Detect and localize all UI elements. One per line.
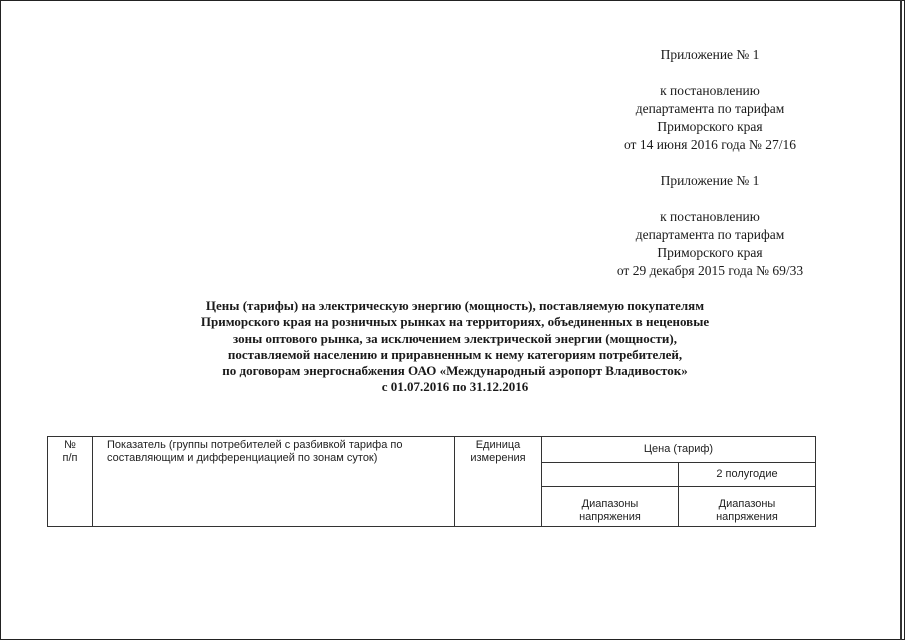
header-text: Показатель (группы потребителей с разбивкой тарифа по [107,439,403,451]
header-cell-unit [455,437,542,527]
header-cell-indicator [93,437,455,527]
scan-edge [900,0,902,640]
appendix-line: департамента по тарифам [635,227,785,242]
header-cell-half-year [679,463,816,487]
header-text: составляющим и дифференциацией по зонам суток) [107,452,378,464]
header-text: Цена (тариф) [643,443,714,455]
appendix-date: от 14 июня 2016 года № 27/16 [623,137,797,152]
heading-line: Цены (тарифы) на электрическую энергию (мощность), поставляемую покупателям [205,298,705,313]
tariff-table [47,436,816,527]
document-heading [110,298,800,396]
appendix-line: к постановлению [660,209,760,224]
heading-line: Приморского края на розничных рынках на территориях, объединенных в неценовые [200,314,710,330]
appendix-title: Приложение № 1 [660,47,760,62]
header-cell-voltage-range [542,487,679,527]
table-header-row [48,437,816,463]
header-cell-voltage-range [679,487,816,527]
appendix-current [560,46,860,154]
header-text: 2 полугодие [716,468,778,480]
header-text: Диапазоны [581,498,639,510]
header-text: Диапазоны [718,498,776,510]
appendix-title: Приложение № 1 [660,173,760,188]
header-cell-number [48,437,93,527]
appendix-previous [560,172,860,280]
appendix-line: Приморского края [657,119,763,134]
header-text: Единица [475,439,521,451]
appendix-line: к постановлению [660,83,760,98]
header-text: п/п [62,452,78,464]
header-text: измерения [470,452,526,464]
heading-line: поставляемой населению и приравненным к нему категориям потребителей, [227,346,683,362]
appendix-date: от 29 декабря 2015 года № 69/33 [616,263,804,278]
header-text: напряжения [716,511,778,523]
heading-line: зоны оптового рынка, за исключением электрической энергии (мощности), [233,330,677,346]
heading-line: по договорам энергоснабжения ОАО «Международный аэропорт Владивосток» [222,363,688,379]
appendix-line: департамента по тарифам [635,101,785,116]
appendix-line: Приморского края [657,245,763,260]
header-cell-price [542,437,816,463]
header-text: № [64,439,76,451]
heading-period: с 01.07.2016 по 31.12.2016 [381,379,529,395]
header-text: напряжения [579,511,641,523]
header-cell-empty [542,463,679,487]
